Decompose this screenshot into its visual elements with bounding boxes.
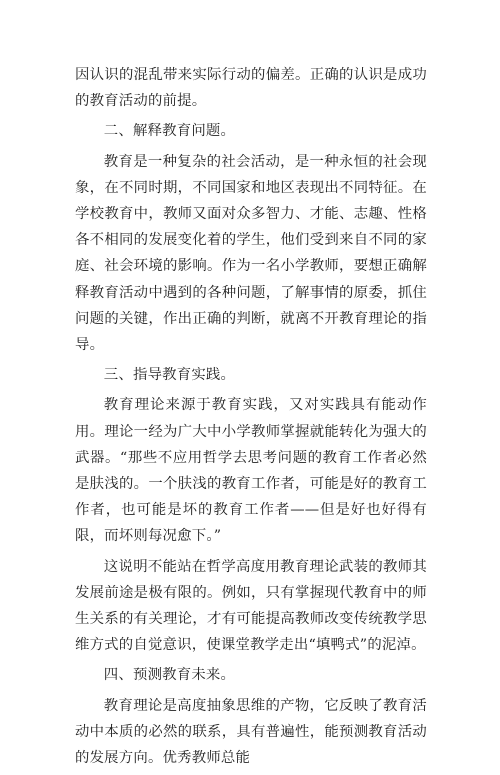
section-heading-guide: 三、指导教育实践。 [103,367,236,384]
section-heading-explain: 二、解释教育问题。 [103,123,236,140]
document-body [75,62,427,775]
section-heading-predict: 四、预测教育未来。 [103,667,236,684]
paragraph-explain: 教育是一种复杂的社会活动，是一种永恒的社会现象，在不同时期，不同国家和地区表现出不同特征。在学校教育中，教师又面对众多智力、才能、志趣、性格各不相同的发展变化着的学生，他们受到来自不同的家庭、社会环境的影响。作为一名小学教师，要想正确解释教育活动中遇到的各种问题，了解事情的原委，抓住问题的关键，作出正确的判断，就离不开教育理论的指导。 [75,153,427,354]
paragraph-predict: 教育理论是高度抽象思维的产物，它反映了教育活动中本质的必然的联系，具有普遍性，能预测教育活动的发展方向。优秀教师总能 [75,697,427,767]
paragraph-guide-example: 这说明不能站在哲学高度用教育理论武装的教师其发展前途是极有限的。例如，只有掌握现代教育中的师生关系的有关理论，才有可能提高教师改变传统教学思维方式的自觉意识，使课堂教学走出“填鸭式”的泥淖。 [75,558,427,654]
paragraph-continued: 因认识的混乱带来实际行动的偏差。正确的认识是成功的教育活动的前提。 [75,67,427,110]
paragraph-guide: 教育理论来源于教育实践，又对实践具有能动作用。理论一经为广大中小学教师掌握就能转化为强大的武器。“那些不应用哲学去思考问题的教育工作者必然是肤浅的。一个肤浅的教育工作者，可能是好的教育工作者，也可能是坏的教育工作者——但是好也好得有限，而坏则每况愈下。” [75,397,427,545]
